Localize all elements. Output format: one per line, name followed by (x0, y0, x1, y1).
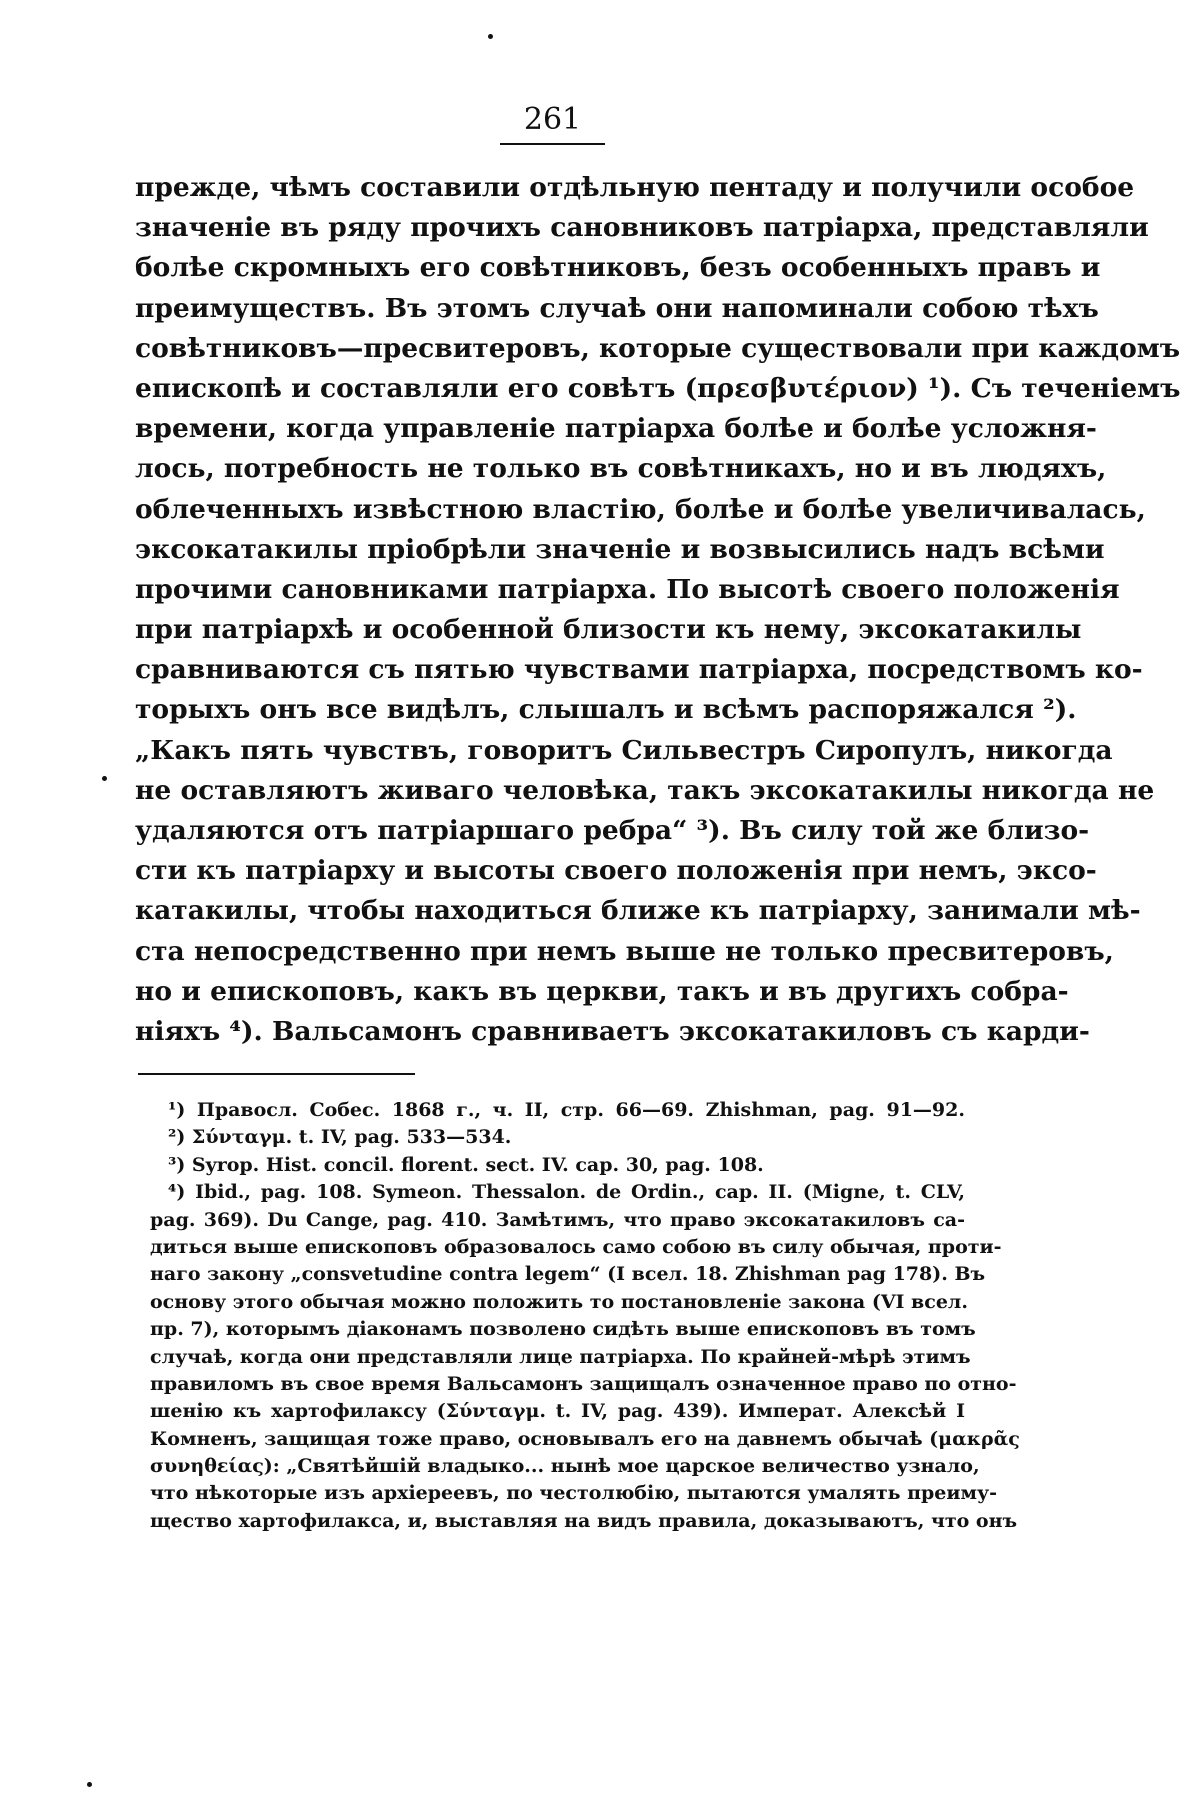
footnote-line: щество хартофилакса, и, выставляя на видъ правила, доказываютъ, что онъ (150, 1509, 1018, 1532)
body-text (135, 168, 1180, 1052)
footnotes (150, 1097, 1020, 1535)
footnote-line: ³) Syrop. Hist. concil. florent. sect. IV. cap. 30, pag. 108. (168, 1153, 764, 1176)
footnote-separator (138, 1073, 415, 1075)
footnote-line: Комненъ, защищая тоже право, основывалъ его на давнемъ обычаѣ (μακρᾶς (150, 1427, 1020, 1450)
body-line: епископѣ и составляли его совѣтъ (πρεσβυτέριον) ¹). Съ теченіемъ (135, 372, 1180, 404)
body-line: прежде, чѣмъ составили отдѣльную пентаду и получили особое (135, 172, 1135, 203)
page-number: 261 (523, 102, 582, 137)
footnote-line: что нѣкоторые изъ архіереевъ, по честолюбію, пытаются умалять преиму- (150, 1482, 998, 1505)
body-line: сравниваются съ пятью чувствами патріарха, посредствомъ ко- (135, 654, 1143, 686)
body-line: преимуществъ. Въ этомъ случаѣ они напоминали собою тѣхъ (135, 292, 1099, 324)
footnote-line: ¹) Правосл. Собес. 1868 г., ч. II, стр. 66—69. Zhishman, pag. 91—92. (168, 1099, 965, 1121)
page-number-underline (500, 143, 605, 145)
footnote-line: шенію къ хартофилаксу (Σύνταγμ. t. IV, pag. 439). Императ. Алексѣй I (150, 1400, 965, 1423)
body-line: эксокатакилы пріобрѣли значеніе и возвысились надъ всѣми (135, 533, 1105, 565)
body-line: ніяхъ ⁴). Вальсамонъ сравниваетъ эксокатакиловъ съ карди- (135, 1015, 1090, 1047)
footnote-line: συνηθείας): „Святѣйшій владыко... нынѣ мое царское величество узнало, (150, 1455, 980, 1478)
body-line: значеніе въ ряду прочихъ сановниковъ патріарха, представляли (135, 212, 1149, 244)
body-line: сти къ патріарху и высоты своего положенія при немъ, эксо- (135, 855, 1097, 887)
body-line: совѣтниковъ—пресвитеровъ, которые существовали при каждомъ (135, 332, 1180, 364)
body-line: но и епископовъ, какъ въ церкви, такъ и въ другихъ собра- (135, 975, 1069, 1007)
body-line: лось, потребность не только въ совѣтникахъ, но и въ людяхъ, (135, 453, 1107, 485)
body-line: катакилы, чтобы находиться ближе къ патріарху, занимали мѣ- (135, 895, 1141, 927)
print-speck (102, 776, 107, 781)
body-line: облеченныхъ извѣстною властію, болѣе и болѣе увеличивалась, (135, 493, 1146, 525)
body-line: прочими сановниками патріарха. По высотѣ своего положенія (135, 573, 1120, 605)
footnote-line: ⁴) Ibid., pag. 108. Symeon. Thessalon. de Ordin., cap. II. (Migne, t. CLV, (168, 1181, 965, 1204)
print-speck (87, 1782, 92, 1787)
footnote-line: правиломъ въ свое время Вальсамонъ защищалъ означенное право по отно- (150, 1372, 1017, 1395)
body-line: торыхъ онъ все видѣлъ, слышалъ и всѣмъ распоряжался ²). (135, 694, 1077, 726)
body-line: времени, когда управленіе патріарха болѣе и болѣе усложня- (135, 413, 1097, 445)
body-line: ста непосредственно при немъ выше не только пресвитеровъ, (135, 935, 1114, 967)
body-line: болѣе скромныхъ его совѣтниковъ, безъ особенныхъ правъ и (135, 252, 1101, 284)
footnote-line: пр. 7), которымъ діаконамъ позволено сидѣть выше епископовъ въ томъ (150, 1318, 976, 1341)
body-line: „Какъ пять чувствъ, говоритъ Сильвестръ Сиропулъ, никогда (135, 734, 1113, 766)
footnote-line: основу этого обычая можно положить то постановленіе закона (VI всел. (150, 1290, 968, 1313)
footnote-line: pag. 369). Du Cange, pag. 410. Замѣтимъ, что право эксокатакиловъ са- (150, 1208, 965, 1231)
body-line: при патріархѣ и особенной близости къ нему, эксокатакилы (135, 614, 1082, 646)
body-line: не оставляютъ живаго человѣка, такъ эксокатакилы никогда не (135, 774, 1155, 806)
footnote-line: наго закону „consvetudine contra legem“ (I всел. 18. Zhishman pag 178). Въ (150, 1263, 986, 1286)
footnote-line: ²) Σύνταγμ. t. IV, pag. 533—534. (168, 1126, 512, 1149)
print-speck (488, 34, 493, 39)
body-line: удаляются отъ патріаршаго ребра“ ³). Въ силу той же близо- (135, 815, 1090, 846)
footnote-line: случаѣ, когда они представляли лице патріарха. По крайней-мѣрѣ этимъ (150, 1345, 971, 1368)
footnote-line: диться выше епископовъ образовалось само собою въ силу обычая, проти- (150, 1235, 1002, 1258)
